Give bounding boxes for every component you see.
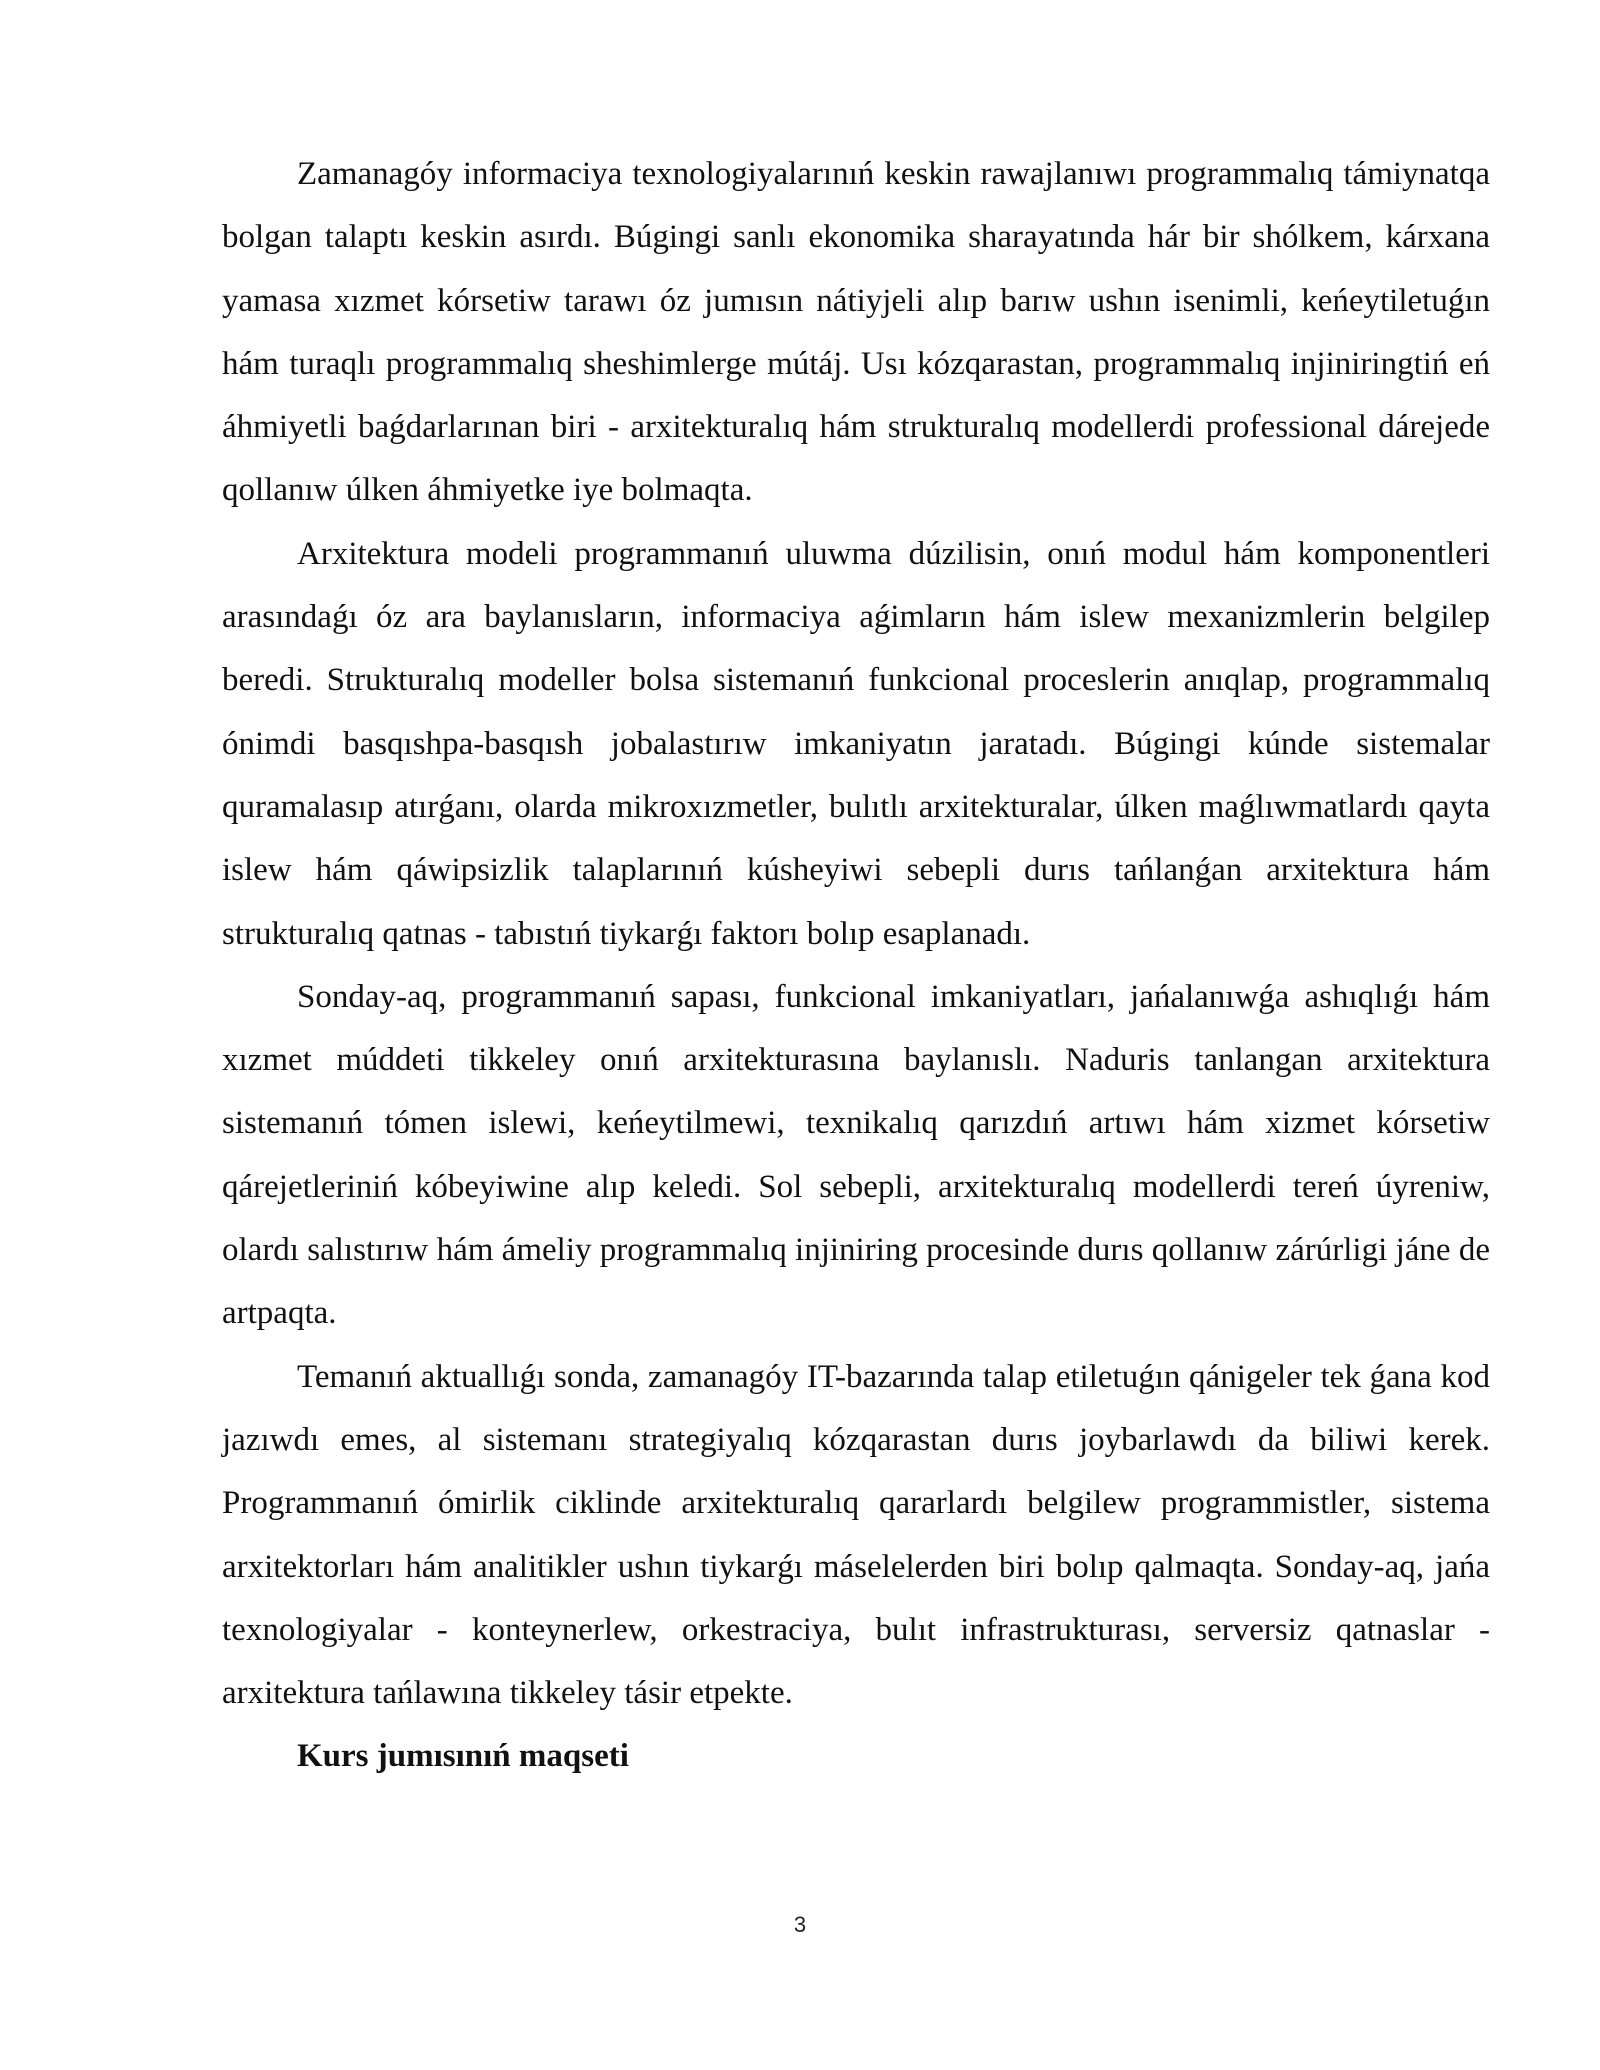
section-heading-goal: Kurs jumısınıń maqseti [297,1738,629,1775]
page-body [222,143,1490,1789]
paragraph-program-quality: Sonday-aq, programmanıń sapası, funkcional imkaniyatları, jańalanıwǵa ashıqlıǵı hám xızmet múddeti tikkeley onıń arxitekturasına baylanıslı. Naduris tanlangan arxitektura sistemanıń tómen islewi, keńeytilmewi, texnikalıq qarızdıń artıwı hám xizmet kórsetiw qárejetleriniń kóbeyiwine alıp keledi. Sol sebepli, arxitekturalıq modellerdi tereń úyreniw, olardı salıstırıw hám ámeliy programmalıq injiniring procesinde durıs qollanıw zárúrligi jáne de artpaqta. [222,978,1490,1332]
paragraph-intro: Zamanagóy informaciya texnologiyalarınıń keskin rawajlanıwı programmalıq támiynatqa bolgan talaptı keskin asırdı. Búgingi sanlı ekonomika sharayatında hár bir shólkem, kárxana yamasa xızmet kórsetiw tarawı óz jumısın nátiyjeli alıp barıw ushın isenimli, keńeytiletuǵın hám turaqlı programmalıq sheshimlerge mútáj. Usı kózqarastan, programmalıq injiniringtiń eń áhmiyetli baǵdarlarınan biri - arxitekturalıq hám strukturalıq modellerdi professional dárejede qollanıw úlken áhmiyetke iye bolmaqta. [222,156,1490,509]
paragraph-topic-relevance: Temanıń aktuallıǵı sonda, zamanagóy IT-bazarında talap etiletuǵın qánigeler tek ǵana kod jazıwdı emes, al sistemanı strategiyalıq kózqarastan durıs joybarlawdı da biliwi kerek. Programmanıń ómirlik ciklinde arxitekturalıq qararlardı belgilew programmistler, sistema arxitektorları hám analitikler ushın tiykarǵı máselelerden biri bolıp qalmaqta. Sonday-aq, jańa texnologiyalar - konteynerlew, orkestraciya, bulıt infrastrukturası, serversiz qatnaslar - arxitektura tańlawına tikkeley tásir etpekte. [222,1358,1490,1712]
page-number: 3 [793,1912,807,1937]
paragraph-architecture-model: Arxitektura modeli programmanıń uluwma dúzilisin, onıń modul hám komponentleri arasındaǵı óz ara baylanısların, informaciya aǵimların hám islew mexanizmlerin belgilep beredi. Strukturalıq modeller bolsa sistemanıń funkcional proceslerin anıqlap, programmalıq ónimdi basqıshpa-basqısh jobalastırıw imkaniyatın jaratadı. Búgingi kúnde sistemalar quramalasıp atırǵanı, olarda mikroxızmetler, bulıtlı arxitekturalar, úlken maǵlıwmatlardı qayta islew hám qáwipsizlik talaplarınıń kúsheyiwi sebepli durıs tańlanǵan arxitektura hám strukturalıq qatnas - tabıstıń tiykarǵı faktorı bolıp esaplanadı. [222,535,1490,952]
